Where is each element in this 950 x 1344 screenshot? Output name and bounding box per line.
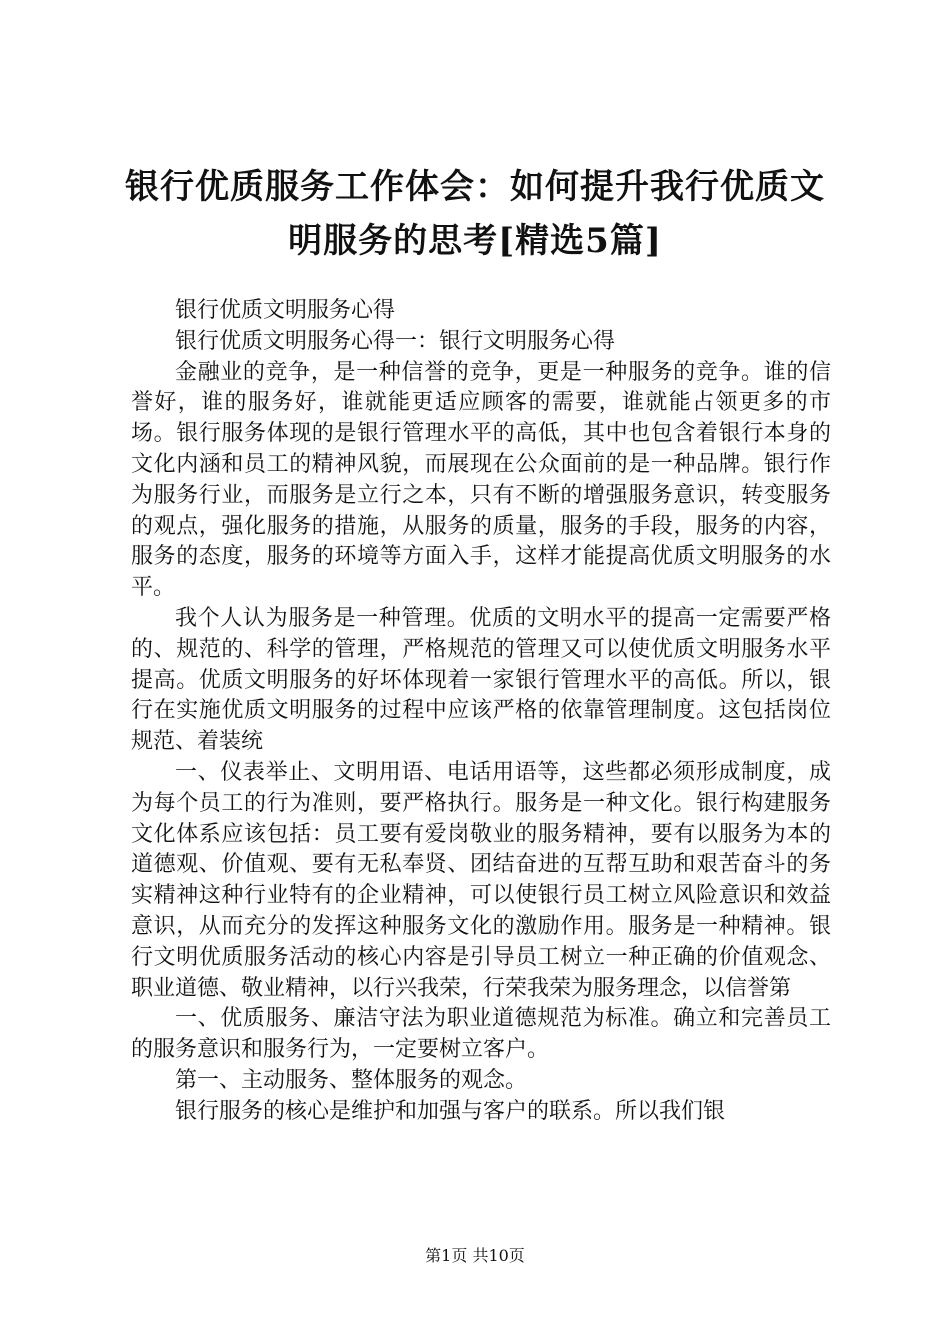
- document-title: [110, 160, 840, 268]
- paragraph-culture: 一、仪表举止、文明用语、电话用语等，这些都必须形成制度，成为每个员工的行为准则，要严格执行。服务是一种文化。银行构建服务文化体系应该包括：员工要有爱岗敬业的服务精神，要有以服务为本的道德观、价值观、要有无私奉贤、团结奋进的互帮互助和艰苦奋斗的务实精神这种行业特有的企业精神，可以使银行员工树立风险意识和效益意识，从而充分的发挥这种服务文化的激励作用。服务是一种精神。银行文明优质服务活动的核心内容是引导员工树立一种正确的价值观念、职业道德、敬业精神，以行兴我荣，行荣我荣为服务理念，以信誉第: [131, 759, 831, 1001]
- title-line-2: 明服务的思考[精选5篇]: [288, 221, 662, 261]
- paragraph-proactive-service: 第一、主动服务、整体服务的观念。: [175, 1067, 528, 1093]
- paragraph-service-core: 银行服务的核心是维护和加强与客户的联系。所以我们银: [175, 1098, 726, 1124]
- paragraph-subtitle: 银行优质文明服务心得: [175, 298, 396, 323]
- document-body: [131, 296, 831, 1128]
- paragraph-ethics: 一、优质服务、廉洁守法为职业道德规范为标准。确立和完善员工的服务意识和服务行为，一定要树立客户。: [131, 1006, 831, 1063]
- paragraph-heading: 银行优质文明服务心得一：银行文明服务心得: [175, 328, 616, 354]
- title-line-1: 银行优质服务工作体会：如何提升我行优质文: [125, 167, 825, 207]
- paragraph-competition: 金融业的竞争，是一种信誉的竞争，更是一种服务的竞争。谁的信誉好，谁的服务好，谁就能更适应顾客的需要，谁就能占领更多的市场。银行服务体现的是银行管理水平的高低，其中也包含着银行本身的文化内涵和员工的精神风貌，而展现在公众面前的是一种品牌。银行作为服务行业，而服务是立行之本，只有不断的增强服务意识，转变服务的观点，强化服务的措施，从服务的质量，服务的手段，服务的内容，服务的态度，服务的环境等方面入手，这样才能提高优质文明服务的水平。: [131, 359, 831, 601]
- paragraph-management: 我个人认为服务是一种管理。优质的文明水平的提高一定需要严格的、规范的、科学的管理，严格规范的管理又可以使优质文明服务水平提高。优质文明服务的好坏体现着一家银行管理水平的高低。所以，银行在实施优质文明服务的过程中应该严格的依靠管理制度。这包括岗位规范、着装统: [131, 605, 831, 755]
- page-number-footer: 第1页 共10页: [425, 1246, 525, 1265]
